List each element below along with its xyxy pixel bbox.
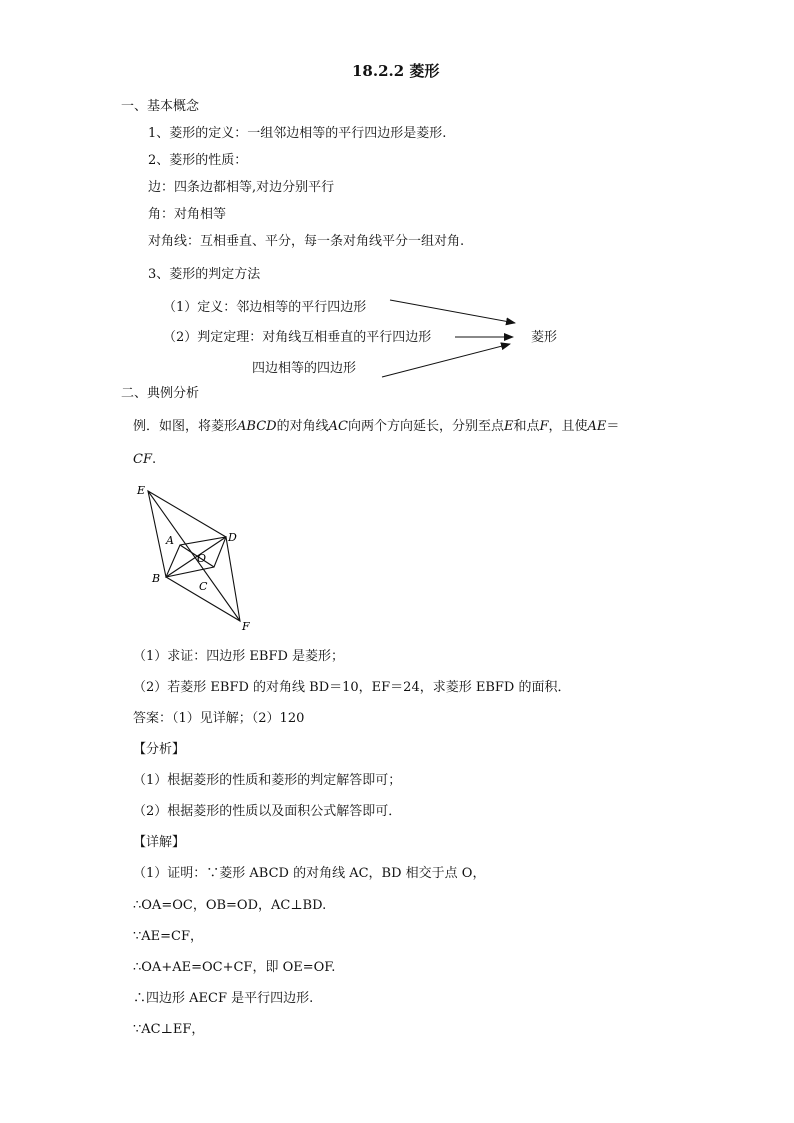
property-side: 边：四条边都相等,对边分别平行 — [148, 180, 335, 195]
example-statement-line1: 例．如图，将菱形ABCD的对角线AC向两个方向延长，分别至点E和点F，且使AE＝ — [133, 419, 620, 434]
judgment-method-1: （1）定义：邻边相等的平行四边形 — [163, 300, 367, 315]
analysis-1: （1）根据菱形的性质和菱形的判定解答即可； — [133, 773, 402, 788]
question-1: （1）求证：四边形 EBFD 是菱形； — [133, 649, 345, 664]
detail-line-4: ∴OA+AE=OC+CF，即 OE=OF. — [133, 960, 336, 975]
detail-line-6: ∵AC⊥EF， — [133, 1022, 205, 1037]
properties-heading: 2、菱形的性质： — [148, 153, 248, 168]
detail-line-2: ∴OA=OC，OB=OD，AC⊥BD. — [133, 898, 327, 913]
section-heading-examples: 二、典例分析 — [121, 386, 200, 401]
judgment-method-2: （2）判定定理：对角线互相垂直的平行四边形 — [163, 330, 432, 345]
definition-line: 1、菱形的定义：一组邻边相等的平行四边形是菱形. — [148, 126, 447, 141]
property-angle: 角：对角相等 — [148, 207, 227, 222]
detail-line-3: ∵AE=CF， — [133, 929, 204, 944]
label-A: A — [166, 534, 174, 547]
label-O: O — [197, 552, 207, 565]
judgment-heading: 3、菱形的判定方法 — [148, 267, 261, 282]
judgment-target: 菱形 — [531, 330, 558, 345]
label-F: F — [242, 620, 250, 633]
section-heading-basic: 一、基本概念 — [121, 99, 200, 114]
judgment-method-3: 四边相等的四边形 — [252, 361, 357, 376]
label-D: D — [228, 531, 237, 544]
analysis-2: （2）根据菱形的性质以及面积公式解答即可． — [133, 804, 402, 819]
page-title: 18.2.2 菱形 — [352, 62, 440, 80]
question-2: （2）若菱形 EBFD 的对角线 BD＝10，EF＝24，求菱形 EBFD 的面积． — [133, 680, 571, 695]
analysis-heading: 【分析】 — [133, 742, 186, 757]
property-diagonal: 对角线：互相垂直、平分，每一条对角线平分一组对角. — [148, 234, 465, 249]
label-B: B — [152, 572, 161, 585]
answer-line: 答案：（1）见详解；（2）120 — [133, 711, 305, 726]
detail-heading: 【详解】 — [133, 835, 186, 850]
label-E: E — [137, 484, 146, 497]
example-statement-line2: CF. — [133, 452, 157, 467]
label-C: C — [199, 580, 208, 593]
detail-line-5: ∴四边形 AECF 是平行四边形. — [133, 991, 314, 1006]
detail-line-1: （1）证明：∵菱形 ABCD 的对角线 AC，BD 相交于点 O， — [133, 866, 486, 881]
